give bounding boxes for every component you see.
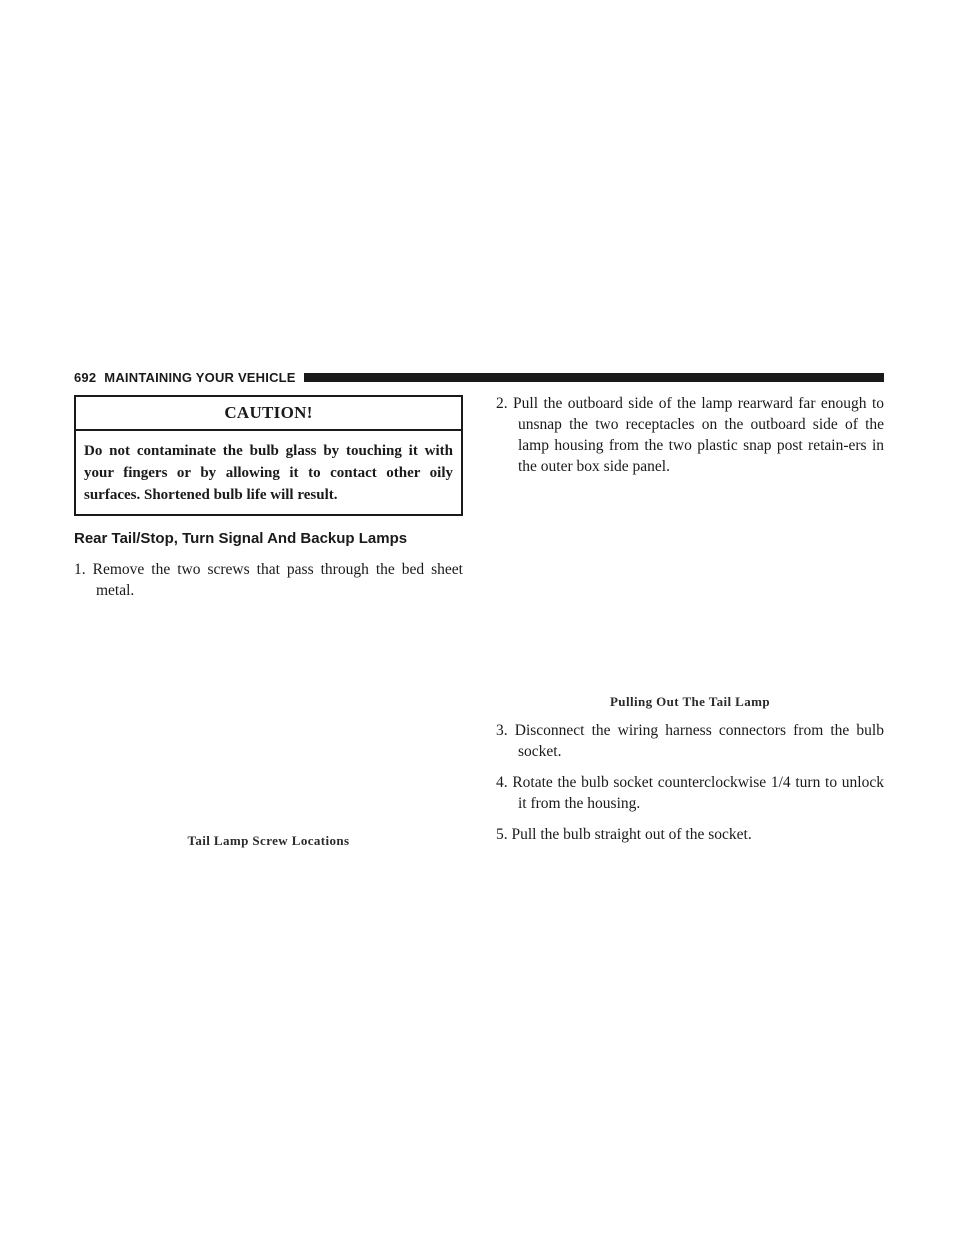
caution-box [74,395,463,516]
step-1: 1. Remove the two screws that pass through the bed sheet metal. [74,561,463,599]
step-2: 2. Pull the outboard side of the lamp rearward far enough to unsnap the two receptacles on the outboard side of the lamp housing from the two plastic snap post retain-ers in the outer box side panel. [496,395,884,475]
caution-title: CAUTION! [76,397,461,431]
page-number: 692 [74,369,97,385]
figure-pulling-out-tail-lamp [496,477,884,694]
figure-caption-pulling-out: Pulling Out The Tail Lamp [609,694,771,709]
step-4: 4. Rotate the bulb socket counterclockwise 1/4 turn to unlock it from the housing. [496,774,884,812]
header-rule [304,373,884,382]
figure-tail-lamp-screws [74,601,463,833]
section-subheading: Rear Tail/Stop, Turn Signal And Backup Lamps [74,530,408,547]
figure-caption-screw-locations: Tail Lamp Screw Locations [187,833,350,848]
section-title: MAINTAINING YOUR VEHICLE [104,369,296,385]
caution-body: Do not contaminate the bulb glass by touching it with your fingers or by allowing it to contact other oily surfaces. Shortened bulb life will result. [84,443,453,503]
step-3: 3. Disconnect the wiring harness connectors from the bulb socket. [496,722,884,760]
left-column [74,395,463,849]
step-5: 5. Pull the bulb straight out of the socket. [496,826,752,843]
right-column [496,393,884,845]
page-header [74,369,884,385]
